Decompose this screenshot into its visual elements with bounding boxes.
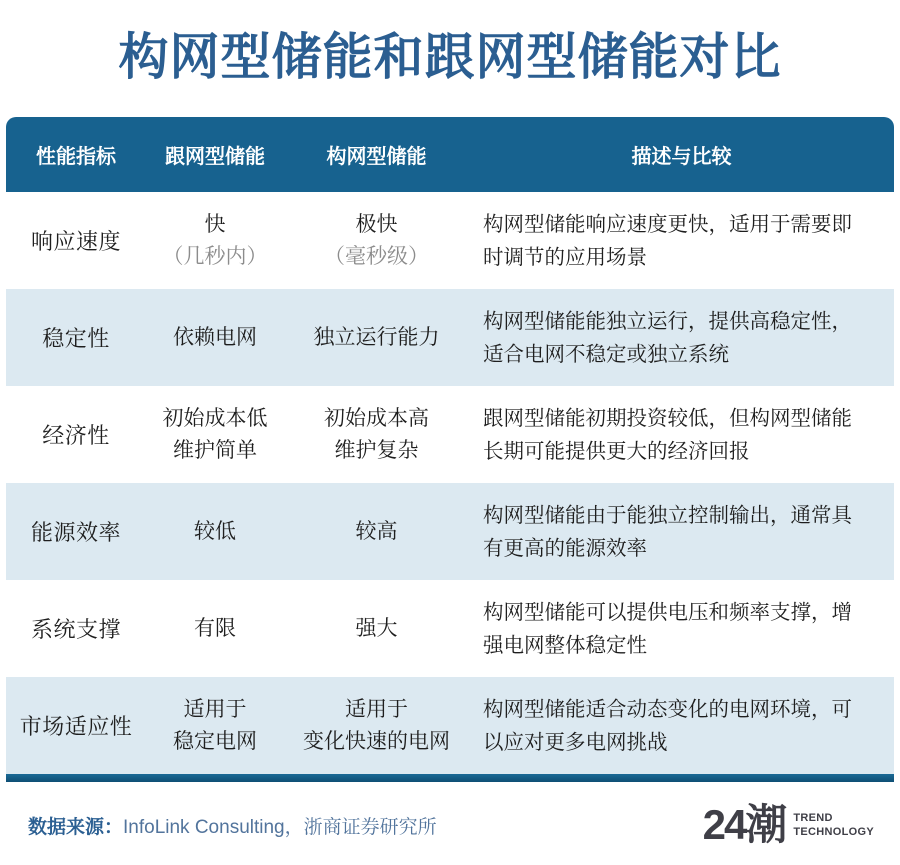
grid-following-cell (146, 613, 284, 645)
table-header-row (6, 117, 894, 192)
data-source-text: InfoLink Consulting，浙商证券研究所 (123, 816, 437, 838)
grid-forming-cell (284, 209, 469, 273)
table-row (6, 289, 894, 386)
cell-sub-text: 维护复杂 (334, 438, 419, 462)
cell-sub-text: （毫秒级） (324, 244, 429, 268)
description-cell: 构网型储能响应速度更快，适用于需要即时调节的应用场景 (483, 212, 852, 269)
cell-main-text: 有限 (194, 616, 236, 640)
metric-cell: 经济性 (42, 423, 110, 448)
cell-main-text: 初始成本高 (324, 406, 429, 430)
cell-main-text: 依赖电网 (173, 325, 257, 349)
table-row (6, 677, 894, 774)
metric-cell: 响应速度 (30, 229, 121, 254)
cell-main-text: 适用于 (345, 697, 408, 721)
cell-main-text: 较低 (194, 519, 236, 543)
logo-tagline (793, 811, 874, 839)
metric-cell: 系统支撑 (30, 617, 121, 642)
grid-following-cell (146, 694, 284, 758)
logo-tagline-line1: TREND (793, 812, 833, 824)
metric-cell: 市场适应性 (19, 714, 133, 739)
table-bottom-bar (6, 774, 894, 782)
cell-main-text: 独立运行能力 (313, 325, 440, 349)
grid-forming-cell (284, 322, 469, 354)
cell-sub-text: 稳定电网 (173, 729, 257, 753)
table-row (6, 483, 894, 580)
grid-following-cell (146, 322, 284, 354)
description-cell: 构网型储能适合动态变化的电网环境，可以应对更多电网挑战 (483, 697, 852, 754)
page-title: 构网型储能和跟网型储能对比 (118, 29, 782, 85)
grid-forming-cell (284, 403, 469, 467)
description-cell: 构网型储能由于能独立控制输出，通常具有更高的能源效率 (483, 503, 852, 560)
table-row (6, 580, 894, 677)
description-cell: 构网型储能能独立运行，提供高稳定性，适合电网不稳定或独立系统 (483, 309, 852, 366)
grid-forming-cell (284, 516, 469, 548)
column-header-description: 描述与比较 (631, 146, 732, 168)
grid-following-cell (146, 209, 284, 273)
column-header-metric: 性能指标 (36, 146, 116, 168)
column-header-grid-following: 跟网型储能 (165, 146, 265, 168)
column-header-grid-forming: 构网型储能 (326, 146, 427, 168)
footer (0, 782, 900, 846)
logo-wordmark: 24潮 (702, 801, 786, 848)
logo-tagline-line2: TECHNOLOGY (793, 826, 874, 838)
grid-forming-cell (284, 613, 469, 645)
grid-following-cell (146, 516, 284, 548)
comparison-table (6, 117, 894, 782)
metric-cell: 能源效率 (30, 520, 121, 545)
data-source-label: 数据来源： (28, 816, 124, 838)
cell-sub-text: （几秒内） (162, 244, 268, 268)
cell-main-text: 初始成本低 (162, 406, 268, 430)
table-row (6, 386, 894, 483)
cell-sub-text: 变化快速的电网 (303, 729, 450, 753)
data-source (28, 812, 437, 839)
brand-logo (702, 801, 874, 848)
description-cell: 跟网型储能初期投资较低，但构网型储能长期可能提供更大的经济回报 (483, 406, 852, 463)
cell-main-text: 极快 (355, 212, 398, 236)
grid-following-cell (146, 403, 284, 467)
description-cell: 构网型储能可以提供电压和频率支撑，增强电网整体稳定性 (483, 600, 852, 657)
cell-main-text: 适用于 (183, 697, 247, 721)
cell-main-text: 较高 (355, 519, 398, 543)
cell-main-text: 强大 (355, 616, 398, 640)
cell-sub-text: 维护简单 (173, 438, 257, 462)
grid-forming-cell (284, 694, 469, 758)
metric-cell: 稳定性 (42, 326, 110, 351)
cell-main-text: 快 (204, 212, 226, 236)
table-row (6, 192, 894, 289)
